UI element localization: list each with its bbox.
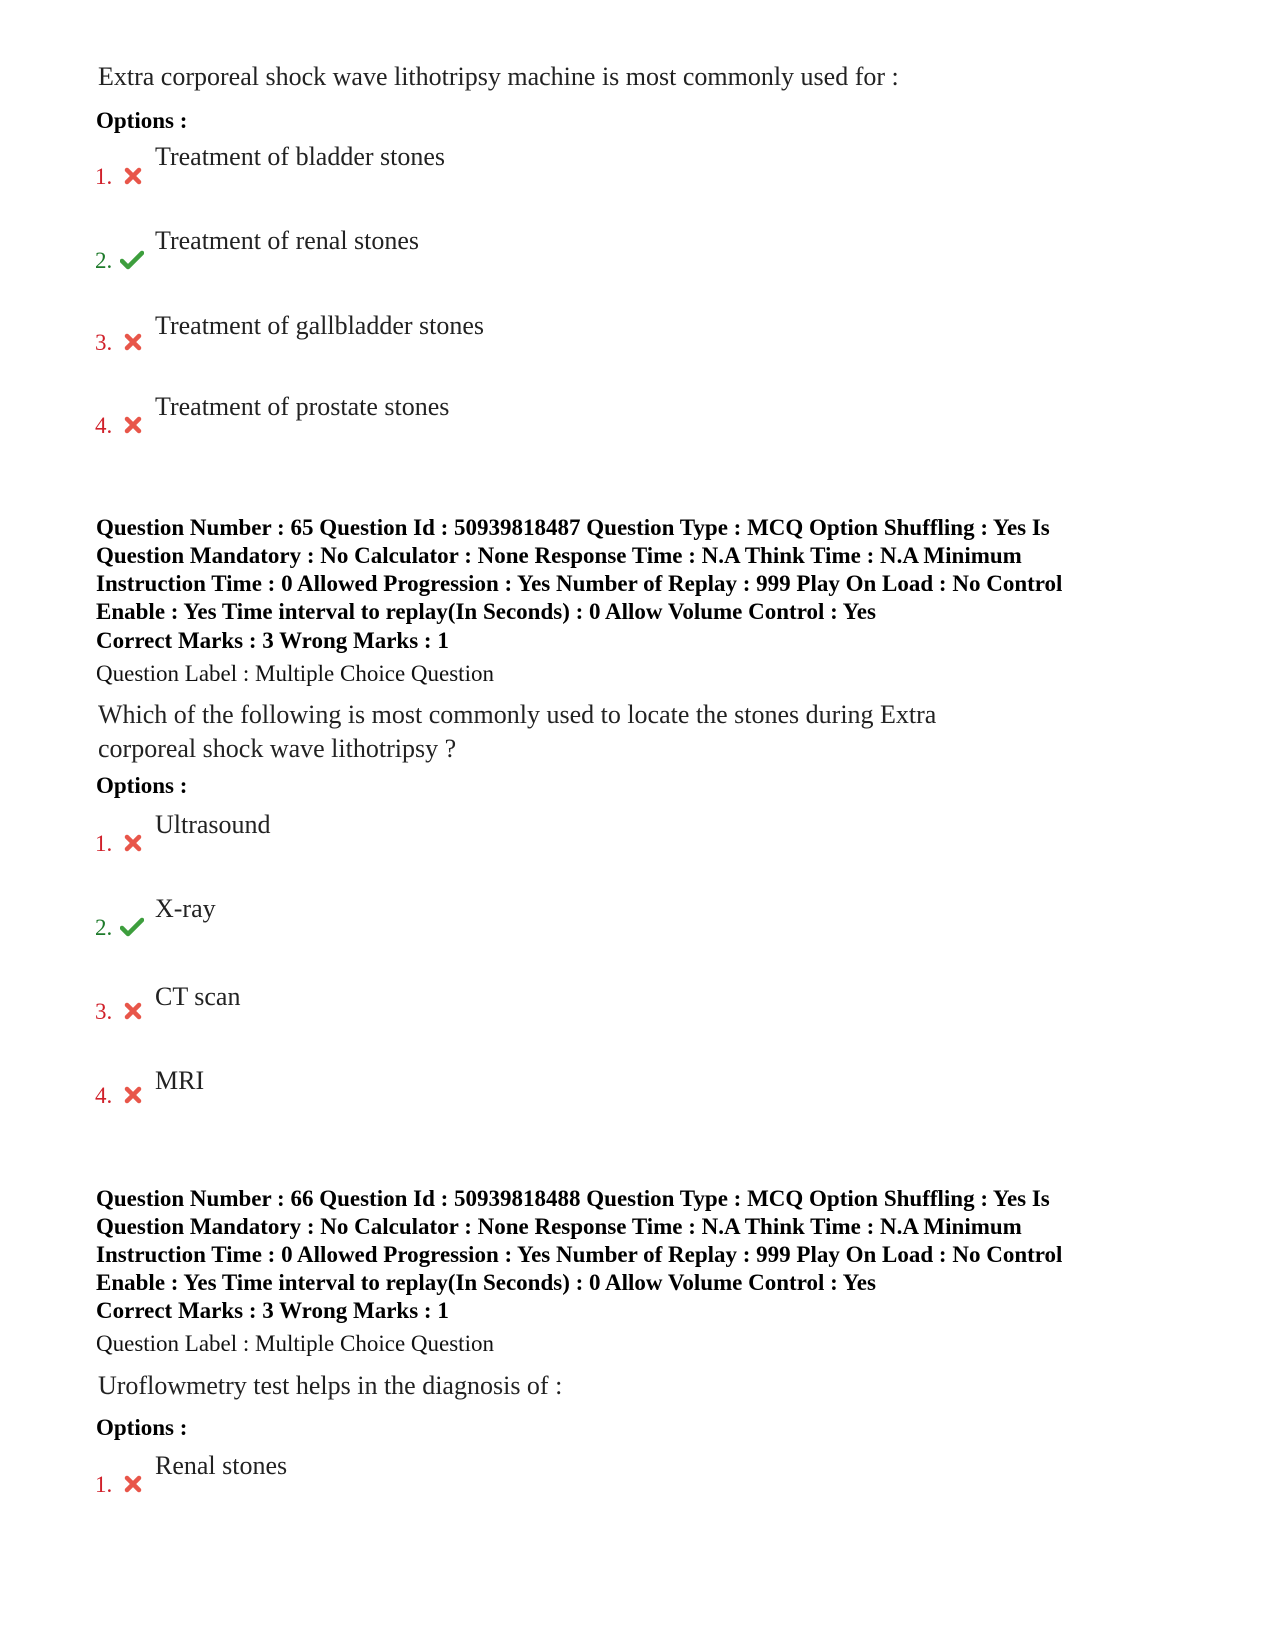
marks-info: Correct Marks : 3 Wrong Marks : 1 (96, 1298, 449, 1323)
meta-line: Question Mandatory : No Calculator : None Response Time : N.A Think Time : N.A Minimum (96, 543, 1022, 568)
option-text: Treatment of prostate stones (155, 392, 450, 421)
meta-line: Instruction Time : 0 Allowed Progression : Yes Number of Replay : 999 Play On Load : No Control (96, 571, 1063, 596)
question-label: Question Label : Multiple Choice Question (96, 1331, 494, 1356)
cross-icon (123, 332, 143, 352)
check-icon (120, 917, 144, 937)
question-label: Question Label : Multiple Choice Question (96, 661, 494, 686)
option-number: 2. (95, 915, 113, 940)
option-text: Treatment of renal stones (155, 226, 420, 255)
meta-line: Question Mandatory : No Calculator : None Response Time : N.A Think Time : N.A Minimum (96, 1214, 1022, 1239)
option-number: 3. (95, 330, 113, 355)
marks-info: Correct Marks : 3 Wrong Marks : 1 (96, 628, 449, 653)
option-text: Renal stones (155, 1451, 288, 1480)
option-text: Treatment of gallbladder stones (155, 311, 485, 340)
meta-line: Enable : Yes Time interval to replay(In Seconds) : 0 Allow Volume Control : Yes (96, 599, 876, 624)
question-text-line: Which of the following is most commonly used to locate the stones during Extra (98, 700, 937, 729)
question-meta (96, 1185, 1196, 1297)
meta-line: Question Number : 66 Question Id : 50939818488 Question Type : MCQ Option Shuffling : Yes Is (96, 1186, 1050, 1211)
question-text (98, 698, 1095, 766)
cross-icon (123, 1001, 143, 1021)
option-text: Ultrasound (155, 810, 271, 839)
option-number: 3. (95, 999, 113, 1024)
question-text: Extra corporeal shock wave lithotripsy machine is most commonly used for : (98, 62, 899, 91)
option-number: 2. (95, 248, 113, 273)
cross-icon (123, 1474, 143, 1494)
option-number: 1. (95, 831, 113, 856)
question-meta (96, 514, 1196, 626)
cross-icon (123, 833, 143, 853)
option-text: MRI (155, 1066, 205, 1095)
options-label: Options : (96, 1415, 188, 1440)
question-text: Uroflowmetry test helps in the diagnosis of : (98, 1371, 563, 1400)
options-label: Options : (96, 773, 188, 798)
cross-icon (123, 415, 143, 435)
question-text-line: corporeal shock wave lithotripsy ? (98, 734, 457, 763)
check-icon (120, 250, 144, 270)
option-text: Treatment of bladder stones (155, 142, 446, 171)
meta-line: Enable : Yes Time interval to replay(In Seconds) : 0 Allow Volume Control : Yes (96, 1270, 876, 1295)
meta-line: Question Number : 65 Question Id : 50939818487 Question Type : MCQ Option Shuffling : Yes Is (96, 515, 1050, 540)
option-number: 4. (95, 413, 113, 438)
option-text: CT scan (155, 982, 241, 1011)
option-number: 1. (95, 164, 113, 189)
cross-icon (123, 166, 143, 186)
option-number: 1. (95, 1472, 113, 1497)
option-number: 4. (95, 1083, 113, 1108)
options-label: Options : (96, 108, 188, 133)
meta-line: Instruction Time : 0 Allowed Progression : Yes Number of Replay : 999 Play On Load : No Control (96, 1242, 1063, 1267)
cross-icon (123, 1085, 143, 1105)
option-text: X-ray (155, 894, 216, 923)
